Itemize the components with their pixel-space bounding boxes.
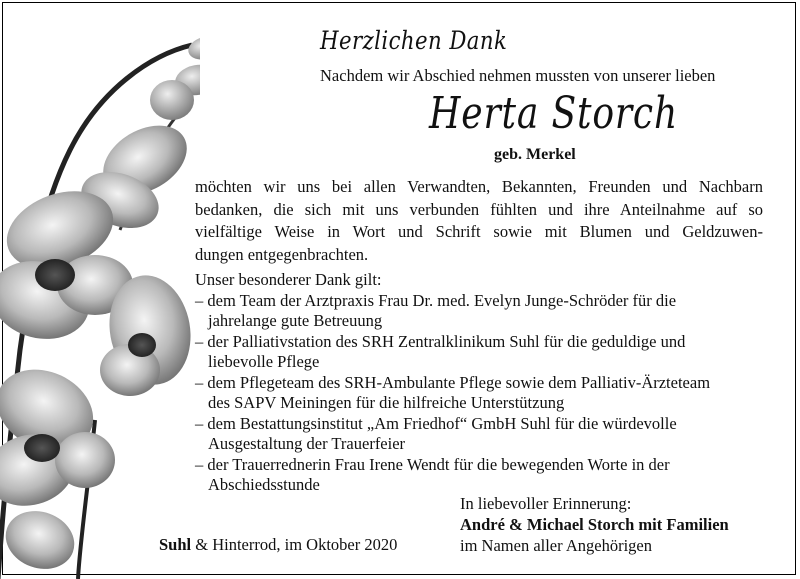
thanks-list — [195, 270, 710, 496]
list-item-continuation: des SAPV Meiningen für die hilfreiche Unterstützung — [208, 393, 565, 412]
orchid-image — [0, 0, 200, 579]
relatives-line: im Namen aller Angehörigen — [460, 536, 652, 555]
intro-line: Nachdem wir Abschied nehmen mussten von unserer lieben — [320, 66, 716, 85]
list-item-continuation: Ausgestaltung der Trauerfeier — [208, 434, 406, 453]
memory-line: In liebevoller Erinnerung: — [460, 494, 632, 513]
list-item-continuation: liebevolle Pflege — [208, 352, 320, 371]
list-item: – dem Bestattungsinstitut „Am Friedhof“ GmbH Suhl für die würdevolle — [195, 413, 677, 433]
birth-name: geb. Merkel — [494, 146, 576, 163]
paragraph-line: vielfältige Weise in Wort und Schrift sowie mit Blumen und Geldzuwen- — [195, 222, 763, 241]
list-item: – dem Pflegeteam des SRH-Ambulante Pflege sowie dem Palliativ-Ärzteteam — [195, 372, 711, 392]
heading: Herzlichen Dank — [320, 26, 508, 55]
paragraph-line: dungen entgegenbrachten. — [195, 244, 369, 264]
thanks-paragraph — [195, 176, 763, 266]
place-city: Suhl — [159, 535, 192, 554]
deceased-name: Herta Storch — [429, 88, 679, 139]
list-item: – der Trauerrednerin Frau Irene Wendt für die bewegenden Worte in der — [195, 454, 670, 474]
paragraph-line: möchten wir uns bei allen Verwandten, Bekannten, Freunden und Nachbarn — [195, 177, 763, 196]
family-names: André & Michael Storch mit Familien — [460, 515, 729, 534]
place-date — [159, 535, 397, 555]
list-item-continuation: jahrelange gute Betreuung — [208, 311, 383, 330]
list-item-continuation: Abschiedsstunde — [208, 475, 320, 494]
thanks-intro: Unser besonderer Dank gilt: — [195, 270, 382, 289]
list-item: – dem Team der Arztpraxis Frau Dr. med. Evelyn Junge-Schröder für die — [195, 290, 677, 310]
signature-block — [460, 493, 729, 556]
place-rest: & Hinterrod, im Oktober 2020 — [191, 535, 398, 554]
paragraph-line: bedanken, die sich mit uns verbunden fühlten und ihre Anteilnahme auf so — [195, 199, 763, 219]
list-item: – der Palliativstation des SRH Zentralklinikum Suhl für die geduldige und — [195, 331, 686, 351]
